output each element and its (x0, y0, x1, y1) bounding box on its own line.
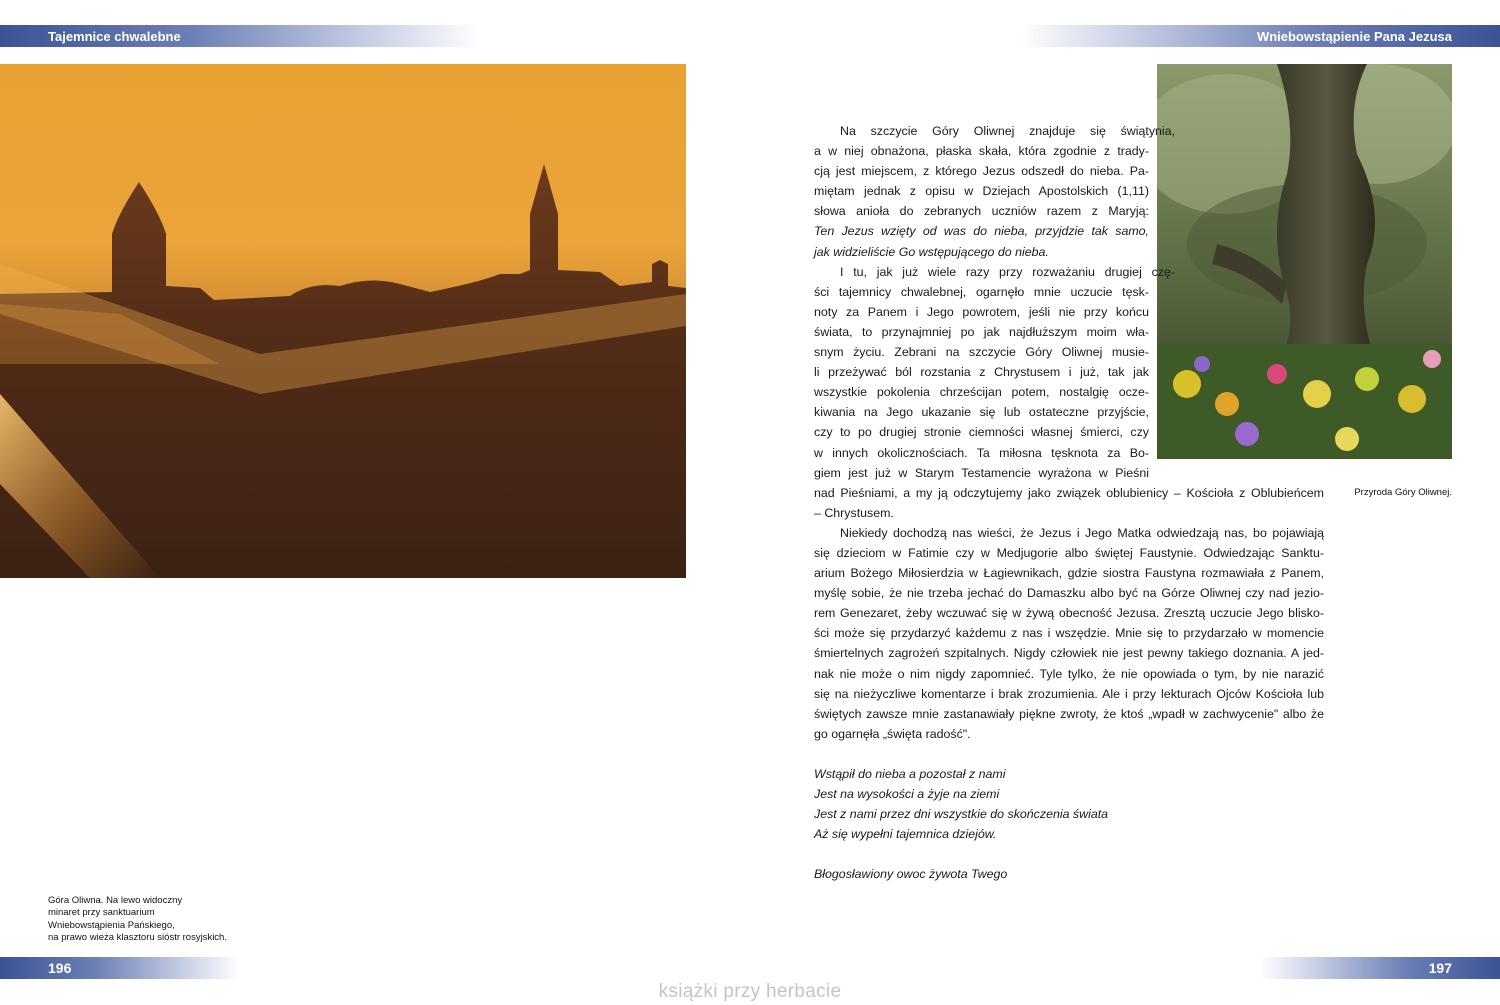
text-line: kiwania na Jego ukazanie się lub ostateczne przyjście, (814, 405, 1149, 420)
text-line: się dzieciom w Fatimie czy w Medjugorie albo świętej Faustynie. Odwiedzając Sanktu- (814, 545, 1324, 560)
text-line: I tu, jak już wiele razy przy rozważaniu drugiej czę- (840, 264, 1175, 279)
page-number-left (0, 957, 240, 979)
page-number: 197 (1428, 960, 1452, 976)
text-line: a w niej obnażona, płaska skała, która zgodnie z trady- (814, 144, 1149, 159)
body-text (814, 121, 1324, 885)
caption-line: Wniebowstąpienia Pańskiego, (48, 919, 175, 931)
text-line: go ogarnęła „święta radość". (814, 726, 971, 741)
text-line: cją jest miejscem, z którego Jezus odszedł do nieba. Pa- (814, 164, 1149, 179)
text-line: się na nieżyczliwe komentarze i brak zrozumienia. Ale i przy lekturach Ojców Kościoła lub (814, 686, 1324, 701)
text-line-italic: jak widzieliście Go wstępującego do nieba. (814, 244, 1049, 259)
caption-line: Góra Oliwna. Na lewo widoczny (48, 895, 183, 906)
text-line: arium Bożego Miłosierdzia w Łagiewnikach, gdzie siostra Faustyna rozmawiała z Panem, (814, 566, 1324, 581)
chapter-title: Wniebowstąpienie Pana Jezusa (1256, 28, 1452, 44)
text-line: Na szczycie Góry Oliwnej znajduje się świątynia, (840, 124, 1175, 138)
text-line: ści może się przydarzyć każdemu z nas i wszędzie. Mnie się to przydarzało w momencie (814, 626, 1324, 641)
text-line: nak nie może o nim nigdy zapomnieć. Tyle tylko, że nie opowiada o tym, by nie narazić (814, 666, 1324, 681)
text-line: świata, to przynajmniej po jak najdłuższym moim wła- (814, 324, 1149, 339)
text-line: giem jest już w Starym Testamencie wyrażona w Pieśni (814, 465, 1149, 480)
text-line: Niekiedy dochodzą nas wieści, że Jezus i Jego Matka odwiedzają nas, bo pojawiają (840, 525, 1324, 540)
page-number: 196 (48, 960, 72, 976)
text-line: rem Genezaret, żeby wczuwać się w żywą obecność Jezusa. Zresztą uczucie Jego blisko- (814, 606, 1324, 621)
page-number-right (1260, 957, 1500, 979)
text-line: nad Pieśniami, a my ją odczytujemy jako związek oblubienicy – Kościoła z Oblubieńcem (814, 485, 1324, 500)
verse-line: Wstąpił do nieba a pozostał z nami (814, 767, 1006, 781)
text-line: słowa anioła do zebranych uczniów razem z Maryją: (814, 204, 1149, 219)
text-line: miętam jednak z opisu w Dziejach Apostolskich (1,11) (814, 184, 1149, 199)
caption-right-photo: Przyroda Góry Oliwnej. (1354, 487, 1452, 498)
verse-line: Aż się wypełni tajemnica dziejów. (814, 827, 997, 842)
verse-line: Jest z nami przez dni wszystkie do skończenia świata (814, 807, 1109, 822)
caption-line: minaret przy sanktuarium (48, 907, 155, 919)
text-line: wszystkie pokolenia chrześcijan potem, nostalgię ocze- (814, 385, 1149, 400)
photo-mount-of-olives-sunset (0, 64, 686, 578)
text-line: śmiertelnych zagrożeń szpitalnych. Nigdy człowiek nie jest pewny takiego doznania. A jed- (814, 646, 1324, 661)
caption-line: na prawo wieża klasztoru sióstr rosyjskich. (48, 932, 227, 944)
text-line-italic: Ten Jezus wzięty od was do nieba, przyjdzie tak samo, (814, 224, 1149, 239)
running-header-right (1020, 25, 1500, 47)
text-line: li przeżywać ból rozstania z Chrystusem i już, tak jak (814, 365, 1149, 380)
text-line: ści tajemnicy chwalebnej, ogarnęło mnie uczucie tęsk- (814, 284, 1149, 299)
section-title: Tajemnice chwalebne (48, 28, 181, 44)
closing-line: Błogosławiony owoc żywota Twego (814, 867, 1008, 882)
text-line: w innych okolicznościach. Ta miłosna tęsknota za Bo- (814, 445, 1149, 460)
text-line: czy to po drugiej stronie ciemności własnej śmierci, czy (814, 425, 1149, 440)
caption-left-photo (48, 895, 288, 945)
text-line: myślę sobie, że nie trzeba jechać do Damaszku albo być na Górze Oliwnej czy nad jezio- (814, 586, 1324, 601)
text-line: noty za Panem i Jego powrotem, jeśli nie przy końcu (814, 304, 1149, 319)
text-line: świętych zawsze mnie zastanawiały piękne zwroty, że ktoś „wpadł w zachwycenie" albo że (814, 706, 1324, 721)
text-line: – Chrystusem. (814, 505, 894, 520)
watermark: książki przy herbacie (658, 981, 842, 1002)
text-line: snym życiu. Zebrani na szczycie Góry Oliwnej musie- (814, 345, 1149, 360)
running-header-left (0, 25, 480, 47)
verse-line: Jest na wysokości a żyje na ziemi (814, 787, 1000, 802)
